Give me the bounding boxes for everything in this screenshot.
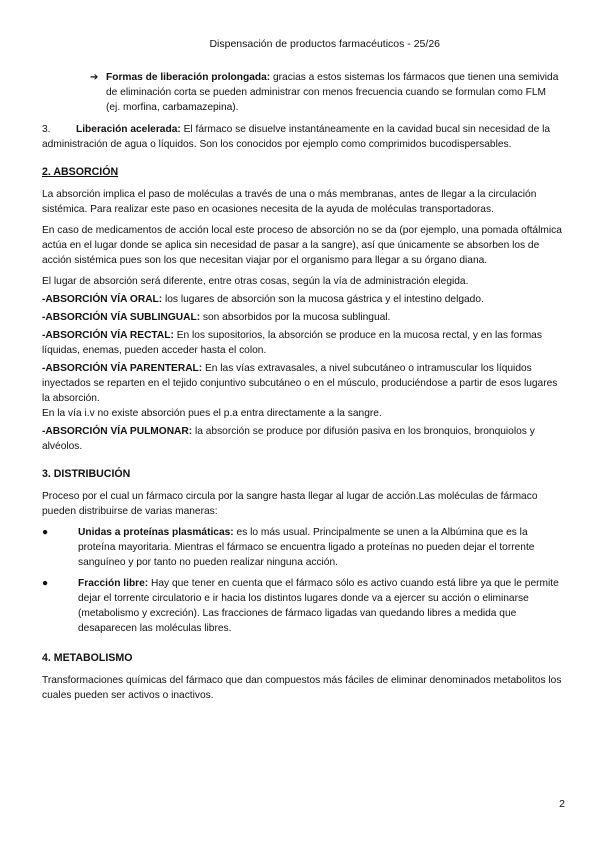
route-parenteral xyxy=(42,361,562,406)
term-bold: Liberación acelerada: xyxy=(76,124,181,135)
page-content xyxy=(42,70,562,709)
bullet-icon: ● xyxy=(42,527,49,538)
page-header: Dispensación de productos farmacéuticos - 25/26 xyxy=(209,38,440,50)
paragraph: La absorción implica el paso de moléculas a través de una o más membranas, antes de llegar a la circulación sistémica. Para realizar este paso en ocasiones necesita de la ayuda de moléculas transportadoras. xyxy=(42,189,537,215)
list-item-liberacion-acelerada xyxy=(42,122,562,152)
route-label: -ABSORCIÓN VÍA PULMONAR: xyxy=(42,426,193,437)
route-oral xyxy=(42,292,562,307)
paragraph: El lugar de absorción será diferente, entre otras cosas, según la vía de administración elegida. xyxy=(42,276,469,287)
paragraph: En caso de medicamentos de acción local este proceso de absorción no se da (por ejemplo, una pomada oftálmica actúa en el lugar donde se aplica sin necesidad de pasar a la sangre), así que únicamente se absorben los de acción sistémica pues son los que necesitan viajar por el organismo para llegar a su órgano diana. xyxy=(42,225,562,266)
arrow-icon: ➔ xyxy=(90,72,99,83)
bullet-icon: ● xyxy=(42,578,49,589)
section-metabolismo xyxy=(42,650,562,703)
route-label: -ABSORCIÓN VÍA ORAL: xyxy=(42,294,163,305)
section-absorcion xyxy=(42,164,562,454)
item-text: gracias a estos sistemas los fármacos que tienen una semivida de eliminación corta se pueden administrar con menos frecuencia cuando se formulan como FLM (ej. morfina, carbamazepina). xyxy=(106,72,559,113)
term-bold: Fracción libre: xyxy=(78,578,149,589)
item-text: es lo más usual. Principalmente se unen a la Albúmina que es la proteína mayoritaria. Mientras el fármaco se encuentra ligado a proteínas no pueden dejar el torrente sanguíneo y por tanto no pueden realizar ninguna acción. xyxy=(78,527,535,568)
term-bold: Unidas a proteínas plasmáticas: xyxy=(78,527,234,538)
route-rectal xyxy=(42,328,562,358)
route-pulmonar xyxy=(42,424,562,454)
route-text: los lugares de absorción son la mucosa gástrica y el intestino delgado. xyxy=(162,294,484,305)
section-heading: 4. METABOLISMO xyxy=(42,652,133,664)
route-text: son absorbidos por la mucosa sublingual. xyxy=(200,312,391,323)
item-text: El fármaco se disuelve instantáneamente en la cavidad bucal sin necesidad de la administración de agua o líquidos. Son los conocidos por ejemplo como comprimidos bucodispersables. xyxy=(42,124,551,150)
route-label: -ABSORCIÓN VÍA SUBLINGUAL: xyxy=(42,312,201,323)
term-bold: Formas de liberación prolongada: xyxy=(106,72,271,83)
route-label: -ABSORCIÓN VÍA PARENTERAL: xyxy=(42,363,203,374)
route-text: En los supositorios, la absorción se produce en la mucosa rectal, y en las formas líquidas, enemas, pueden acceder hasta el colon. xyxy=(42,330,542,356)
paragraph: Proceso por el cual un fármaco circula por la sangre hasta llegar al lugar de acción.Las moléculas de fármaco pueden distribuirse de varias maneras: xyxy=(42,491,538,517)
route-iv-note: En la vía i.v no existe absorción pues el p.a entra directamente a la sangre. xyxy=(42,408,382,419)
route-text: En las vías extravasales, a nivel subcutáneo o intramuscular los líquidos inyectados se reparten en el tejido conjuntivo subcutáneo o en el músculo, produciéndose a partir de esos lugares la absorción. xyxy=(42,363,558,404)
route-label: -ABSORCIÓN VÍA RECTAL: xyxy=(42,330,174,341)
section-heading: 3. DISTRIBUCIÓN xyxy=(42,468,131,480)
list-item-liberacion-prolongada xyxy=(42,70,562,115)
page-number: 2 xyxy=(559,798,565,810)
route-text: la absorción se produce por difusión pasiva en los bronquios, bronquiolos y alvéolos. xyxy=(42,426,535,452)
bullet-item-fraccion-libre xyxy=(42,576,562,636)
section-distribucion xyxy=(42,466,562,636)
section-heading: 2. ABSORCIÓN xyxy=(42,166,119,178)
item-number: 3. xyxy=(42,124,51,135)
paragraph: Transformaciones químicas del fármaco que dan compuestos más fáciles de eliminar denominados metabolitos los cuales pueden ser activos o inactivos. xyxy=(42,675,562,701)
item-text: Hay que tener en cuenta que el fármaco sólo es activo cuando está libre ya que le permite dejar el torrente circulatorio e ir hacia los distintos lugares donde va a ejercer su acción o eliminarse (metabolismo y excreción). Las fracciones de fármaco ligadas van quedando libres a medida que desaparecen las moléculas libres. xyxy=(78,578,559,634)
bullet-item-proteinas xyxy=(42,525,562,570)
route-sublingual xyxy=(42,310,562,325)
